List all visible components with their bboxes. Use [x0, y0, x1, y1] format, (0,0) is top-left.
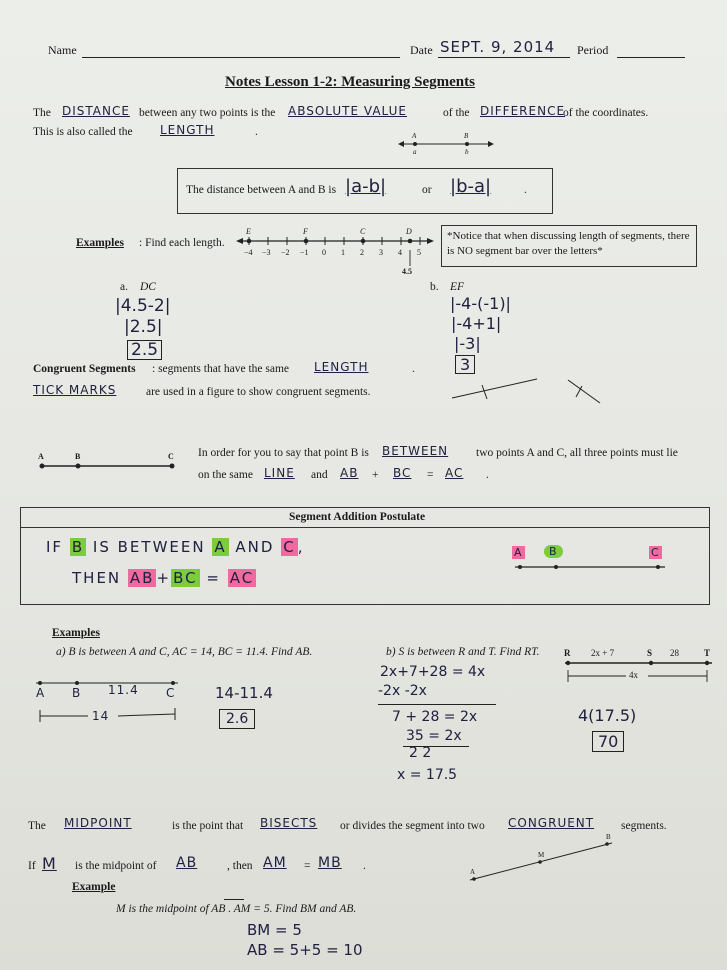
- midpoint-example-text: M is the midpoint of AB . AM = 5. Find BM and AB.: [116, 903, 357, 915]
- postulate-line-1: IF B IS BETWEEN A AND C ,: [46, 538, 305, 556]
- point-label-D: D: [406, 227, 412, 236]
- between-text-3: on the same: [198, 469, 253, 481]
- work-b-2: |-4+1|: [451, 314, 502, 333]
- congruent-label: Congruent Segments: [33, 363, 136, 375]
- example2-b-text: b) S is between R and T. Find RT.: [386, 646, 540, 658]
- example-b-segment: EF: [450, 281, 465, 293]
- midpoint-end: .: [363, 860, 366, 872]
- midpoint-text-6: is the midpoint of: [75, 860, 157, 872]
- work-b-3: |-3|: [454, 334, 481, 353]
- answer-congruent: CONGRUENT: [508, 816, 595, 830]
- postulate-title: Segment Addition Postulate: [289, 511, 426, 523]
- answer-bc: BC: [393, 466, 412, 480]
- answer-m: M: [42, 854, 57, 873]
- example2-b-result: 4(17.5): [578, 706, 637, 725]
- midpoint-text-1: The: [28, 820, 46, 832]
- answer-distance: DISTANCE: [62, 104, 130, 118]
- answer-a: 2.5: [127, 340, 162, 360]
- answer-b: 3: [455, 355, 475, 374]
- def-text-2: between any two points is the: [139, 107, 276, 119]
- example2-a-point-A: A: [36, 686, 46, 700]
- midpoint-work-1: BM = 5: [247, 921, 302, 939]
- midpoint-text-5: If: [28, 860, 36, 872]
- midpoint-text-3: or divides the segment into two: [340, 820, 485, 832]
- tick-label-2: 2: [360, 248, 364, 257]
- tick-label-n2: −2: [281, 248, 290, 257]
- answer-congruent-length: LENGTH: [314, 360, 369, 374]
- answer-length: LENGTH: [160, 123, 215, 137]
- distance-end: .: [524, 184, 527, 196]
- distance-or: or: [422, 184, 432, 196]
- date-label: Date: [410, 43, 433, 57]
- answer-ac: AC: [445, 466, 464, 480]
- midpoint-work-2: AB = 5+5 = 10: [247, 941, 363, 959]
- answer-between: BETWEEN: [382, 444, 449, 458]
- midpoint-text-2: is the point that: [172, 820, 244, 832]
- between-point-C: C: [168, 452, 174, 461]
- point-label-C: C: [360, 227, 366, 236]
- midpoint-text-4: segments.: [621, 820, 667, 832]
- example2-b-work-6: x = 17.5: [397, 767, 458, 783]
- example2-b-point-R: R: [564, 648, 571, 658]
- example2-b-rs-length: 2x + 7: [591, 648, 615, 658]
- notice-text: *Notice that when discussing length of segments, there is NO segment bar over the letters*: [447, 230, 690, 257]
- answer-difference: DIFFERENCE: [480, 104, 566, 118]
- between-text-1: In order for you to say that point B is: [198, 447, 369, 459]
- example2-a-work: 14-11.4: [215, 684, 273, 702]
- tick-label-3: 3: [379, 248, 383, 257]
- example2-b-work-1: 2x+7+28 = 4x: [380, 664, 486, 680]
- tick-label-n1: −1: [300, 248, 309, 257]
- example2-a-ac-length: 14: [92, 709, 110, 723]
- period-label: Period: [577, 43, 609, 57]
- tick-label-n3: −3: [262, 248, 271, 257]
- def-text-4: of the coordinates.: [563, 107, 649, 119]
- work-b-1: |-4-(-1)|: [450, 294, 511, 313]
- example2-a-answer: 2.6: [219, 709, 255, 729]
- tick-label-1: 1: [341, 248, 345, 257]
- examples-instruction: : Find each length.: [139, 237, 225, 249]
- midpoint-point-B: B: [606, 833, 611, 841]
- tick-label-0: 0: [322, 248, 326, 257]
- example2-b-st-length: 28: [670, 648, 679, 658]
- label-b: b: [465, 148, 469, 156]
- congruent-end: .: [412, 363, 415, 375]
- def-text-5: This is also called the: [33, 126, 133, 138]
- example2-b-rt-length: 4x: [629, 670, 638, 680]
- between-plus: +: [372, 469, 379, 481]
- example2-b-work-4: 35 = 2x: [406, 728, 462, 744]
- example2-b-point-T: T: [704, 648, 711, 658]
- answer-line: LINE: [264, 466, 295, 480]
- postulate-point-C: C: [651, 546, 660, 559]
- tick-label-n4: −4: [244, 248, 253, 257]
- name-label: Name: [48, 43, 77, 57]
- between-eq: =: [427, 469, 434, 481]
- example2-b-work-2: -2x -2x: [378, 683, 427, 699]
- between-text-4: and: [311, 469, 328, 481]
- between-point-B: B: [75, 452, 81, 461]
- def-text-1: The: [33, 107, 51, 119]
- def-text-3: of the: [443, 107, 470, 119]
- midpoint-point-A: A: [470, 868, 476, 876]
- between-point-A: A: [38, 452, 44, 461]
- d-coordinate: 4.5: [402, 267, 412, 276]
- example2-b-answer: 70: [592, 731, 624, 752]
- postulate-point-B: B: [544, 545, 563, 558]
- label-a: a: [413, 148, 417, 156]
- answer-abs-a-b: |a-b|: [345, 176, 387, 197]
- congruent-rest: are used in a figure to show congruent segments.: [146, 386, 371, 398]
- examples-label: Examples: [76, 237, 124, 249]
- answer-tick-marks: TICK MARKS: [33, 383, 117, 397]
- date-value: SEPT. 9, 2014: [440, 38, 556, 56]
- between-end: .: [486, 469, 489, 481]
- work-a-1: |4.5-2|: [115, 296, 171, 316]
- example2-b-work-5: 2 2: [409, 745, 432, 761]
- example2-b-point-S: S: [647, 648, 653, 658]
- example-a-label: a.: [120, 281, 128, 293]
- answer-absolute-value: ABSOLUTE VALUE: [288, 104, 407, 118]
- example2-a-text: a) B is between A and C, AC = 14, BC = 11.4. Find AB.: [56, 646, 313, 658]
- midpoint-example-label: Example: [72, 881, 116, 893]
- midpoint-point-M: M: [538, 851, 545, 859]
- def-text-6: .: [255, 126, 258, 138]
- work-a-2: |2.5|: [124, 317, 163, 337]
- answer-bisects: BISECTS: [260, 816, 318, 830]
- page-title: Notes Lesson 1-2: Measuring Segments: [225, 74, 475, 90]
- point-label-F: F: [303, 227, 308, 236]
- tick-label-5: 5: [417, 248, 421, 257]
- answer-ab-segment: AB: [176, 855, 198, 871]
- answer-am: AM: [263, 855, 287, 871]
- example2-a-point-C: C: [166, 686, 176, 700]
- examples2-label: Examples: [52, 627, 100, 639]
- between-text-2: two points A and C, all three points must lie: [476, 447, 678, 459]
- answer-midpoint: MIDPOINT: [64, 816, 132, 830]
- point-label-E: E: [246, 227, 251, 236]
- example2-a-bc-length: 11.4: [108, 683, 139, 697]
- congruent-def: : segments that have the same: [152, 363, 290, 375]
- label-A: A: [412, 132, 417, 140]
- midpoint-text-7: , then: [227, 860, 253, 872]
- tick-label-4: 4: [398, 248, 402, 257]
- example-a-segment: DC: [140, 281, 156, 293]
- label-B: B: [464, 132, 469, 140]
- answer-ab: AB: [340, 466, 359, 480]
- answer-abs-b-a: |b-a|: [450, 176, 492, 197]
- answer-mb: MB: [318, 855, 342, 871]
- postulate-point-A: A: [514, 546, 523, 559]
- example-b-label: b.: [430, 281, 439, 293]
- segment-bar: [224, 899, 244, 900]
- distance-text: The distance between A and B is: [186, 184, 337, 196]
- example2-b-work-3: 7 + 28 = 2x: [392, 709, 478, 725]
- midpoint-eq: =: [304, 860, 311, 872]
- example2-a-point-B: B: [72, 686, 82, 700]
- postulate-line-2: THEN AB + BC = AC: [72, 569, 255, 587]
